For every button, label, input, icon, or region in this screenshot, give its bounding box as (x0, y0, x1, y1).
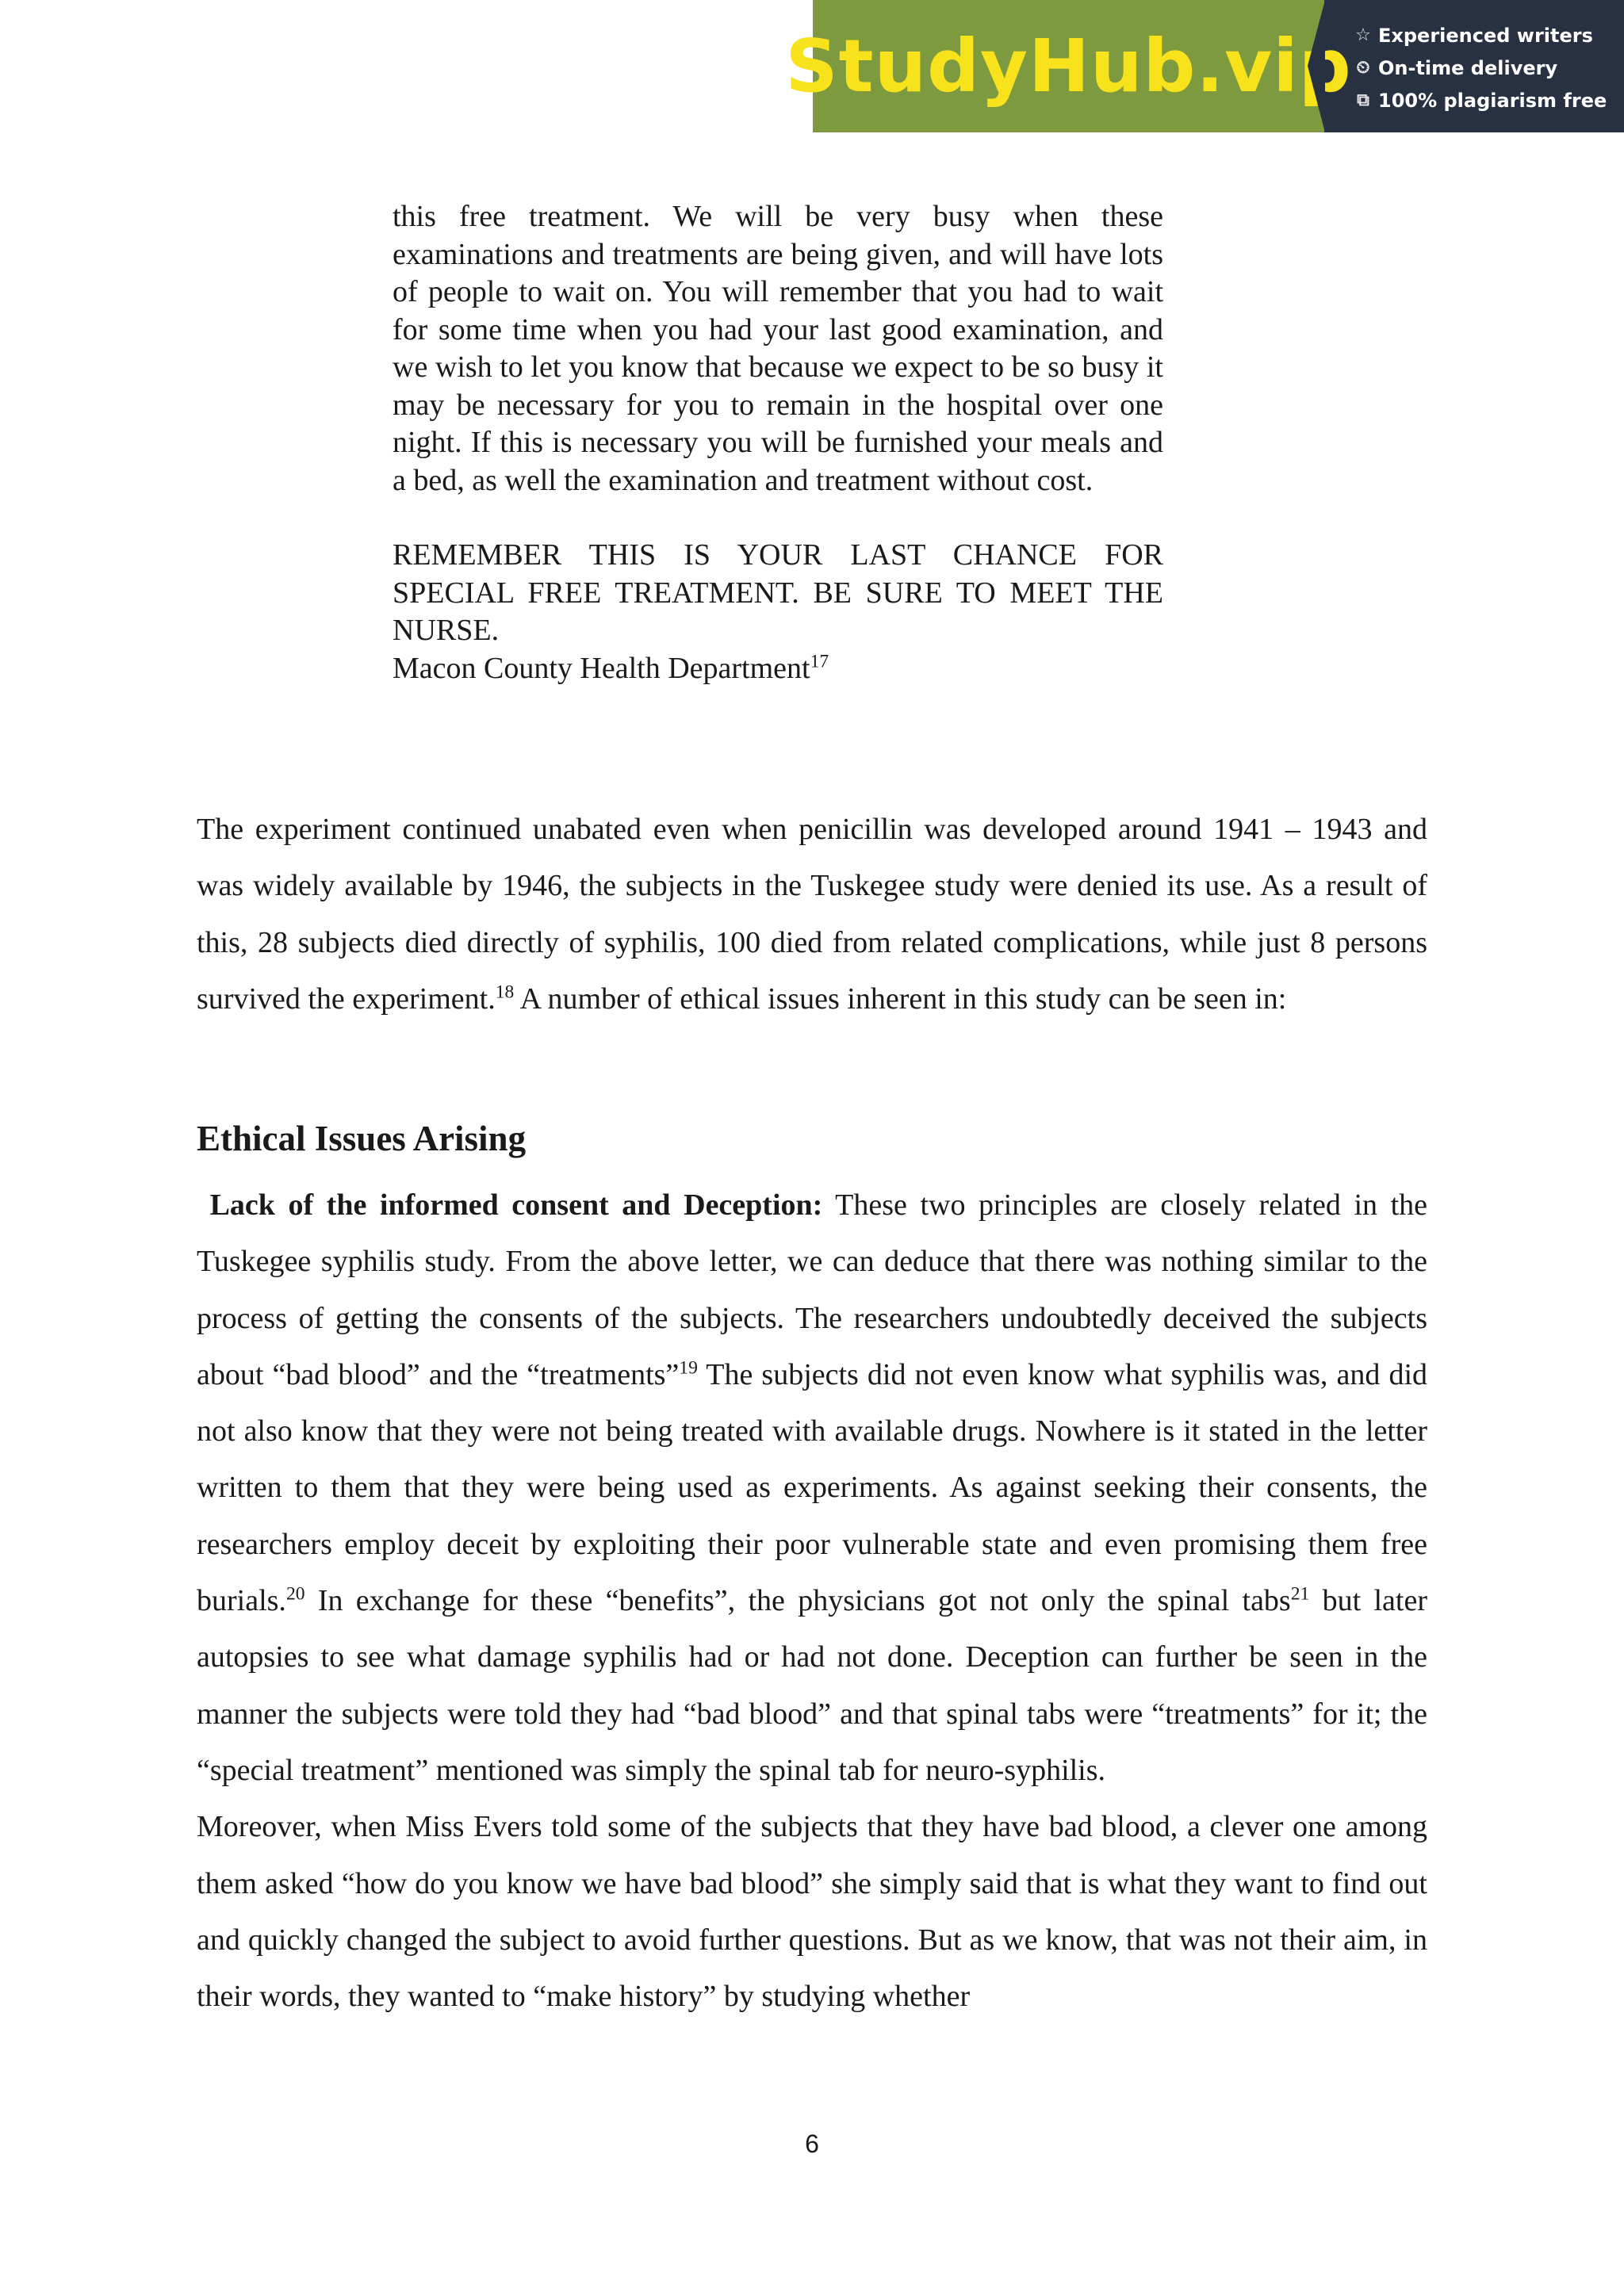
feature-on-time-delivery (1353, 52, 1624, 84)
footnote-ref[interactable]: 19 (679, 1357, 698, 1379)
footnote-ref[interactable]: 21 (1290, 1583, 1310, 1605)
paragraph-experiment (197, 802, 1427, 1027)
feature-experienced-writers (1353, 19, 1624, 52)
logo-text: StudyHub.vip (785, 24, 1352, 109)
letter-caps-notice: REMEMBER THIS IS YOUR LAST CHANCE FOR SPECIAL FREE TREATMENT. BE SURE TO MEET THE NURSE. (393, 538, 1163, 647)
banner-divider (1308, 0, 1325, 132)
feature-label: Experienced writers (1378, 24, 1593, 47)
feature-label: 100% plagiarism free (1378, 89, 1607, 112)
feature-plagiarism-free (1353, 84, 1624, 117)
letter-signature (393, 650, 1163, 688)
clock-icon: ⏲ (1356, 58, 1370, 78)
paragraph-text (197, 1177, 1427, 1799)
feature-label: On-time delivery (1378, 56, 1558, 79)
quoted-letter (393, 198, 1163, 687)
footnote-ref[interactable]: 18 (495, 982, 515, 1003)
studyhub-banner[interactable] (785, 0, 1624, 132)
banner-features (1324, 0, 1624, 132)
page-number: 6 (805, 2130, 819, 2158)
studyhub-logo[interactable] (785, 0, 1352, 132)
signature-text: Macon County Health Department (393, 651, 810, 685)
text-span: The experiment continued unabated even when penicillin was developed around 1941 – 1943 and was widely available by 1946, the subjects in the Tuskegee study were denied its use. As a result of this, 28 subjects died directly of syphilis, 100 died from related complications, while just 8 persons survived the experiment. (197, 813, 1427, 1016)
text-span: A number of ethical issues inherent in this study can be seen in: (514, 982, 1287, 1016)
paragraph-text (197, 802, 1427, 1027)
footnote-ref[interactable]: 20 (285, 1583, 305, 1605)
paragraph-informed-consent (197, 1177, 1427, 2025)
star-outline-icon: ☆ (1355, 25, 1371, 45)
text-span: The subjects did not even know what syphilis was, and did not also know that they were not being treated with available drugs. Nowhere is it stated in the letter written to them that they were being used as experiments. As against seeking their consents, the researchers employ deceit by exploiting their poor vulnerable state and even promising them free burials. (197, 1357, 1427, 1618)
section-heading: Ethical Issues Arising (197, 1119, 527, 1158)
footnote-ref[interactable]: 17 (810, 650, 829, 672)
paragraph-miss-evers: Moreover, when Miss Evers told some of the subjects that they have bad blood, a clever one among them asked “how do you know we have bad blood” she simply said that is what they want to find out and quickly changed the subject to avoid further questions. But as we know, that was not their aim, in their words, they wanted to “make history” by studying whether (197, 1810, 1427, 2014)
text-span: In exchange for these “benefits”, the physicians got not only the spinal tabs (304, 1584, 1291, 1618)
text-span: but later autopsies to see what damage syphilis had or had not done. Deception can further be seen in the manner the subjects were told they had “bad blood” and that spinal tabs were “treatments” for it; the “special treatment” mentioned was simply the spinal tab for neuro-syphilis. (197, 1584, 1427, 1787)
text-span: These two principles are closely related in the Tuskegee syphilis study. From the above letter, we can deduce that there was nothing similar to the process of getting the consents of the subjects. The researchers undoubtedly deceived the subjects about “bad blood” and the “treatments” (197, 1188, 1428, 1391)
letter-paragraph: this free treatment. We will be very busy when these examinations and treatments are being given, and will have lots of people to wait on. You will remember that you had to wait for some time when you had your last good examination, and we wish to let you know that because we expect to be so busy it may be necessary for you to remain in the hospital over one night. If this is necessary you will be furnished your meals and a bed, as well the examination and treatment without cost. (393, 200, 1163, 497)
copy-icon: ⧉ (1357, 90, 1369, 110)
bold-lead: Lack of the informed consent and Deception: (209, 1188, 823, 1222)
